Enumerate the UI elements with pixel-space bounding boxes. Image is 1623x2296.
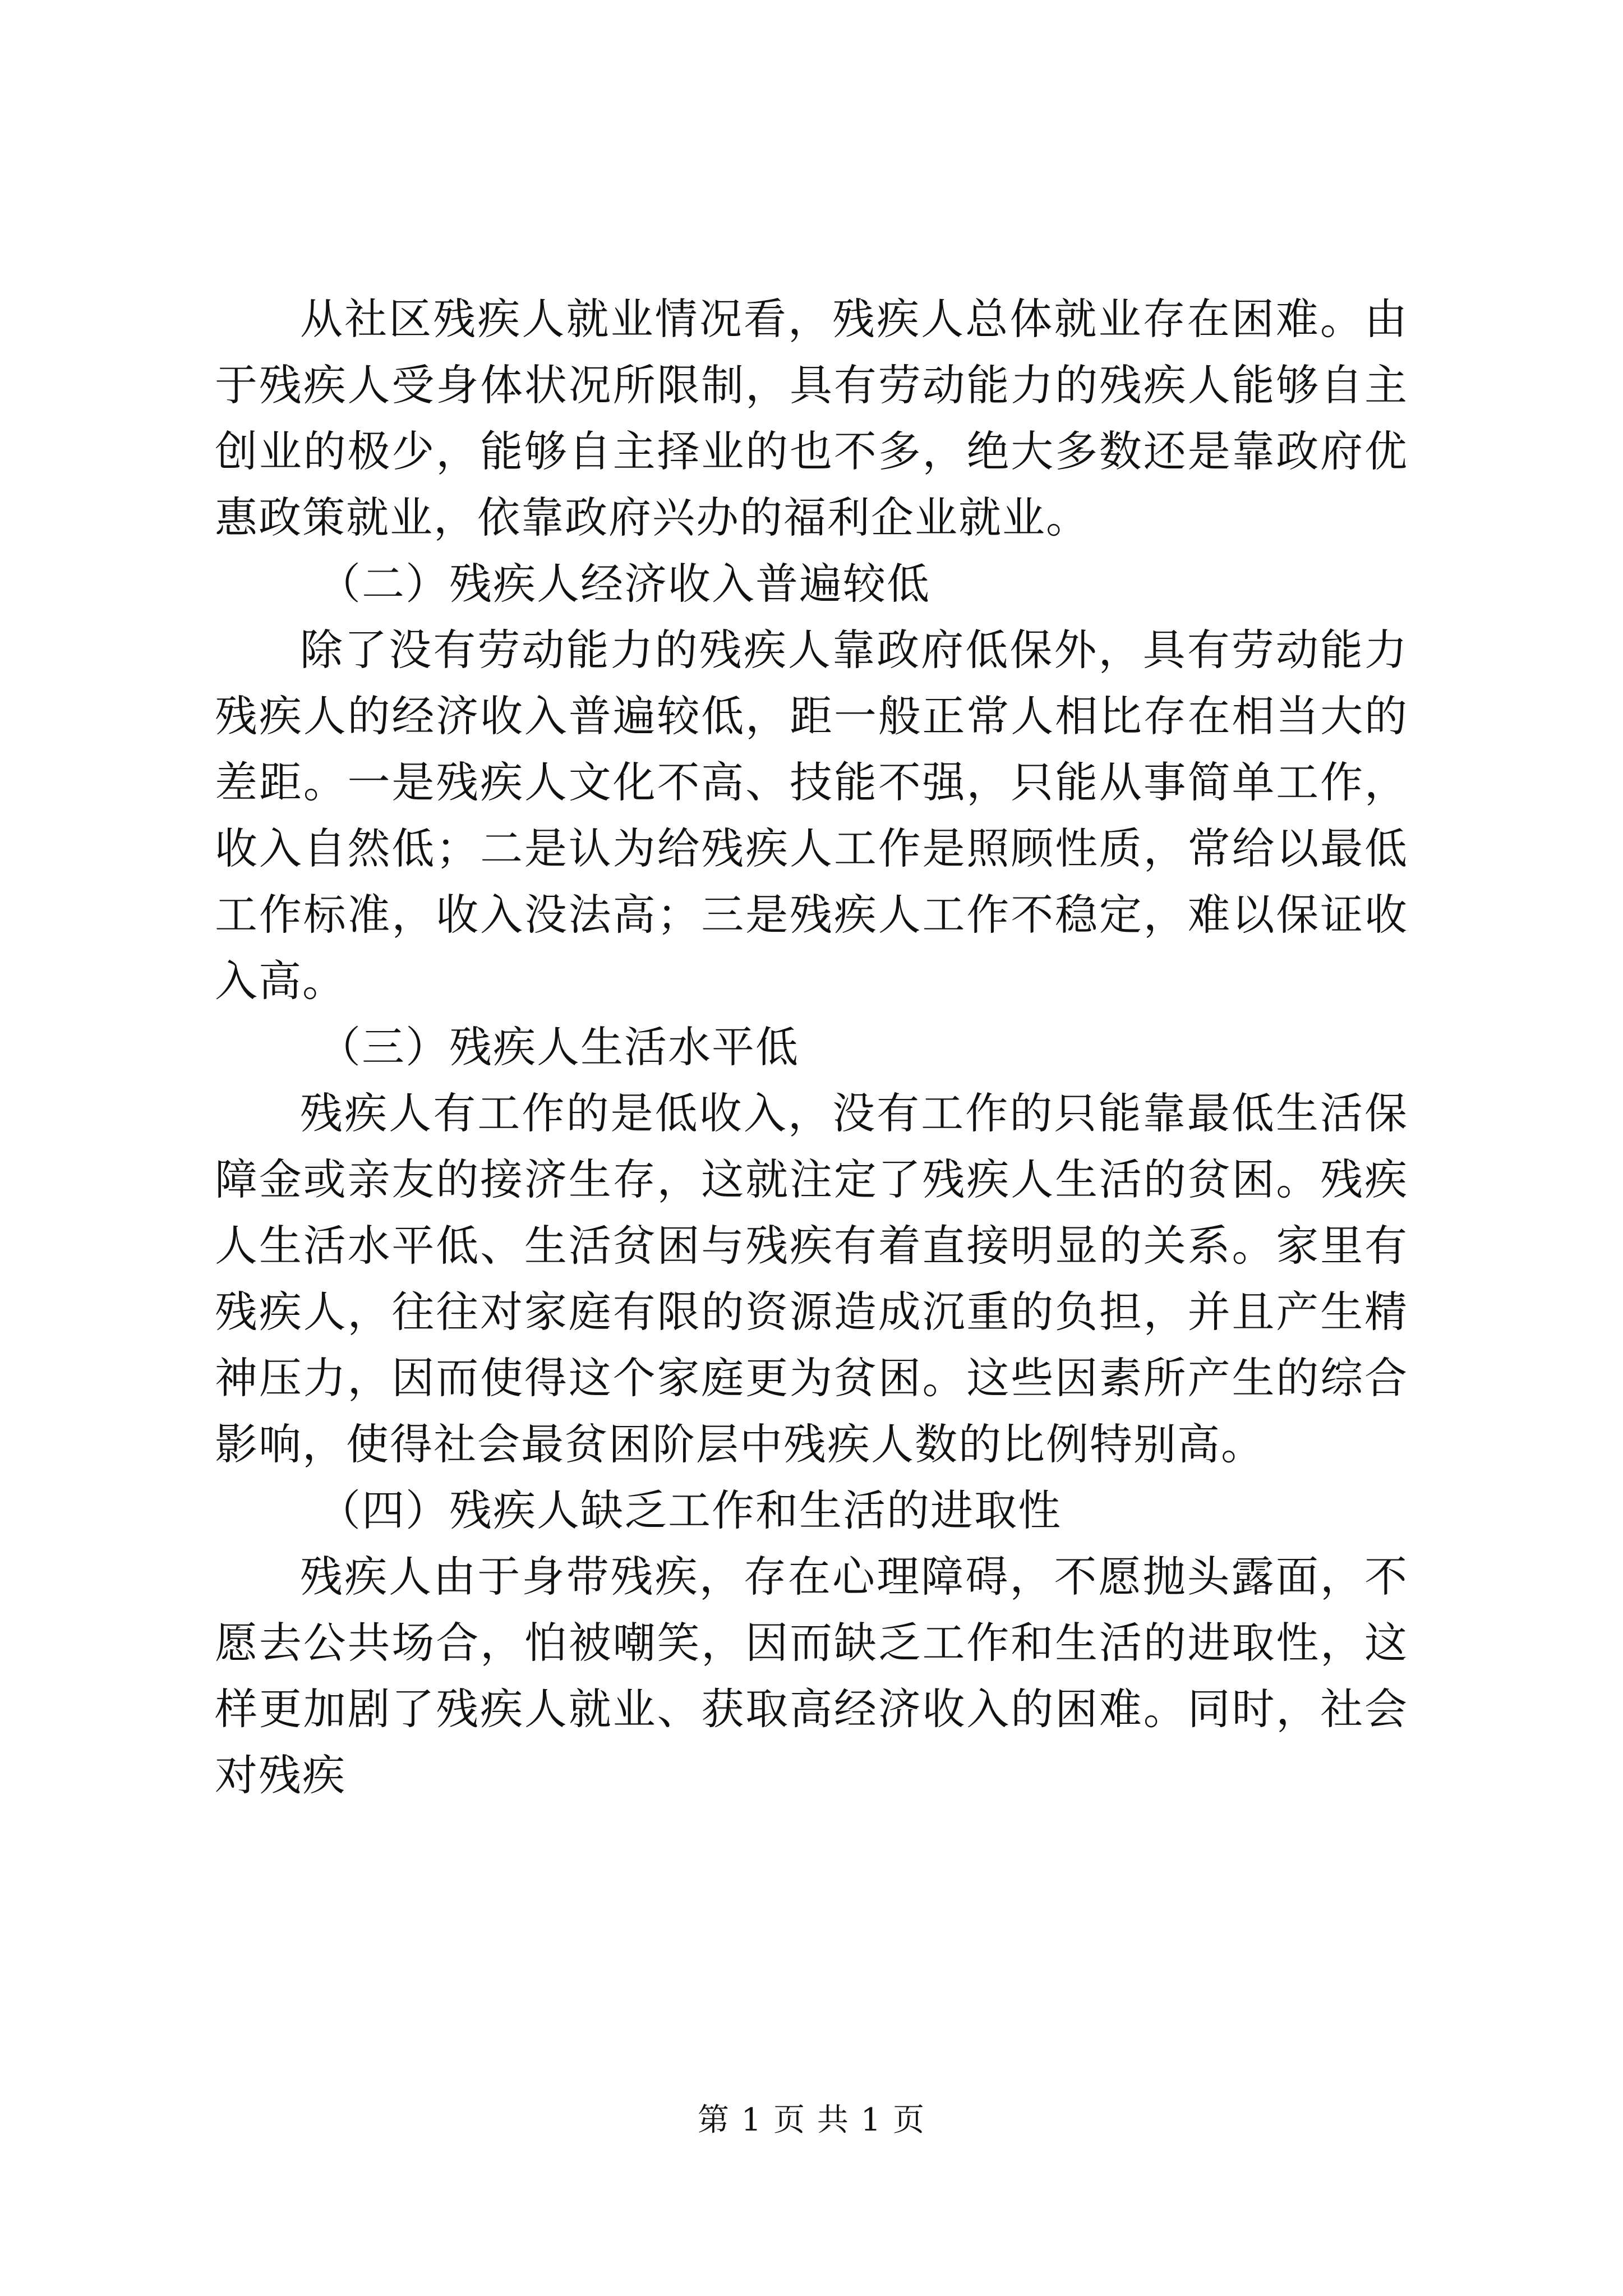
paragraph-income: 除了没有劳动能力的残疾人靠政府低保外，具有劳动能力残疾人的经济收入普遍较低，距一般正常人相比存在相当大的差距。一是残疾人文化不高、技能不强，只能从事简单工作，收入自然低；二是认为给残疾人工作是照顾性质，常给以最低工作标准，收入没法高；三是残疾人工作不稳定，难以保证收入高。	[215, 625, 1408, 1006]
section-heading-4: （四）残疾人缺乏工作和生活的进取性	[318, 1485, 1062, 1535]
paragraph-employment: 从社区残疾人就业情况看，残疾人总体就业存在困难。由于残疾人受身体状况所限制，具有劳动能力的残疾人能够自主创业的极少，能够自主择业的也不多，绝大多数还是靠政府优惠政策就业，依靠政府兴办的福利企业就业。	[215, 294, 1408, 542]
section-heading-2: （二）残疾人经济收入普遍较低	[318, 559, 930, 609]
page-footer: 第 1 页 共 1 页	[697, 2102, 926, 2138]
paragraph-living-standard: 残疾人有工作的是低收入，没有工作的只能靠最低生活保障金或亲友的接济生存，这就注定了残疾人生活的贫困。残疾人生活水平低、生活贫困与残疾有着直接明显的关系。家里有残疾人，往往对家庭有限的资源造成沉重的负担，并且产生精神压力，因而使得这个家庭更为贫困。这些因素所产生的综合影响，使得社会最贫困阶层中残疾人数的比例特别高。	[215, 1088, 1408, 1469]
document-body	[215, 286, 1408, 1809]
paragraph-initiative: 残疾人由于身带残疾，存在心理障碍，不愿抛头露面，不愿去公共场合，怕被嘲笑，因而缺乏工作和生活的进取性，这样更加剧了残疾人就业、获取高经济收入的困难。同时，社会对残疾	[215, 1552, 1408, 1800]
section-heading-3: （三）残疾人生活水平低	[318, 1022, 799, 1072]
